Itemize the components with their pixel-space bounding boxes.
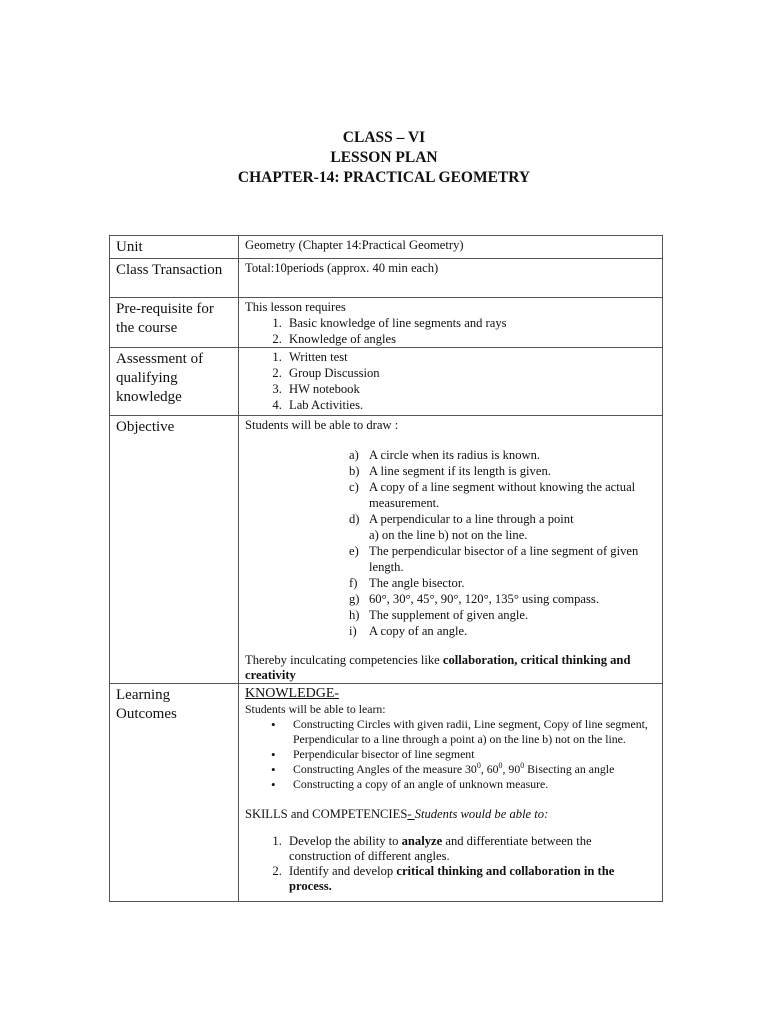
skill-text: Develop the ability to (289, 834, 402, 848)
list-marker: b) (349, 464, 360, 478)
list-item: 3. HW notebook (285, 381, 657, 397)
note-prefix: Thereby inculcating competencies like (245, 653, 443, 667)
list-item (349, 591, 657, 607)
document-header (0, 128, 768, 188)
list-item-text: 60°, 30°, 45°, 90°, 120°, 135° using compass. (369, 592, 599, 606)
row-label-prerequisite: Pre-requisite for the course (110, 298, 239, 348)
list-item (349, 479, 657, 511)
list-item-subtext: a) on the line b) not on the line. (369, 528, 528, 542)
list-marker: i) (349, 624, 357, 638)
skill-bold: critical thinking and collaboration in the process. (289, 864, 615, 893)
list-marker: f) (349, 576, 358, 590)
list-marker: h) (349, 608, 360, 622)
skills-dash: - (407, 807, 415, 821)
list-item (285, 864, 657, 894)
list-item (349, 623, 657, 639)
list-item (285, 834, 657, 864)
list-marker: c) (349, 480, 359, 494)
list-marker: e) (349, 544, 359, 558)
skills-intro: Students would be able to: (414, 807, 549, 821)
row-label-objective: Objective (110, 416, 239, 684)
skill-text: Identify and develop (289, 864, 397, 878)
objective-intro: Students will be able to draw : (245, 418, 399, 432)
list-item-text: The supplement of given angle. (369, 608, 529, 622)
row-learning-outcomes (110, 684, 663, 902)
prerequisite-list (245, 315, 657, 347)
row-value-unit: Geometry (Chapter 14:Practical Geometry) (239, 236, 663, 259)
angles-sep: , 90 (502, 762, 521, 776)
row-value-learning-outcomes (239, 684, 663, 902)
list-item: • Perpendicular bisector of line segment (293, 747, 657, 762)
row-value-transaction: Total:10periods (approx. 40 min each) (239, 259, 663, 298)
list-item (349, 607, 657, 623)
row-value-prerequisite (239, 298, 663, 348)
degree-sup: 0 (520, 761, 525, 771)
row-value-assessment (239, 348, 663, 416)
list-item-text: The perpendicular bisector of a line segment of given length. (369, 544, 639, 574)
list-item-text: A circle when its radius is known. (369, 448, 541, 462)
list-item: 4. Lab Activities. (285, 397, 657, 413)
row-label-transaction: Class Transaction (110, 259, 239, 298)
prerequisite-intro: This lesson requires (245, 300, 346, 314)
objective-competency-note (245, 653, 657, 683)
list-marker: a) (349, 448, 359, 462)
list-item: • Constructing Circles with given radii, Line segment, Copy of line segment, Perpendicular to a line through a point a) on the line b) not on the line. (293, 717, 657, 747)
list-item (349, 511, 657, 543)
angles-prefix: Constructing Angles of the measure 30 (293, 762, 477, 776)
skill-bold: analyze (401, 834, 443, 848)
lesson-plan-table (109, 235, 663, 902)
list-item-text: A perpendicular to a line through a point (369, 512, 574, 526)
row-unit (110, 236, 663, 259)
lesson-plan-title: LESSON PLAN (330, 149, 438, 166)
note-competencies: collaboration, critical thinking and creativity (245, 653, 631, 682)
knowledge-intro: Students will be able to learn: (245, 702, 386, 716)
list-item: 1. Basic knowledge of line segments and rays (285, 315, 657, 331)
assessment-list (245, 349, 657, 413)
list-item (349, 575, 657, 591)
row-label-learning-outcomes: Learning Outcomes (110, 684, 239, 902)
angles-suffix: Bisecting an angle (527, 762, 615, 776)
row-value-objective (239, 416, 663, 684)
list-item (349, 543, 657, 575)
row-label-unit: Unit (110, 236, 239, 259)
skills-list (245, 834, 657, 894)
skill-text: and differentiate between the construction of different angles. (289, 834, 592, 863)
list-item (349, 463, 657, 479)
chapter-title: CHAPTER-14: PRACTICAL GEOMETRY (237, 169, 531, 186)
knowledge-heading: KNOWLEDGE- (245, 686, 340, 701)
list-item (349, 447, 657, 463)
list-marker: g) (349, 592, 360, 606)
list-item-text: The angle bisector. (369, 576, 465, 590)
list-item: • Constructing a copy of an angle of unknown measure. (293, 777, 657, 792)
list-item-text: A line segment if its length is given. (369, 464, 551, 478)
list-item: 2. Group Discussion (285, 365, 657, 381)
row-objective (110, 416, 663, 684)
class-title: CLASS – VI (342, 129, 426, 146)
objective-list (245, 447, 657, 639)
row-assessment (110, 348, 663, 416)
row-prerequisite (110, 298, 663, 348)
list-item (293, 762, 657, 777)
list-marker: d) (349, 512, 360, 526)
degree-sup: 0 (476, 761, 481, 771)
list-item-text: A copy of a line segment without knowing the actual measurement. (369, 480, 636, 510)
skills-heading-line (245, 806, 657, 822)
list-item-text: A copy of an angle. (369, 624, 468, 638)
angles-sep: , 60 (480, 762, 499, 776)
knowledge-list (245, 717, 657, 792)
row-transaction (110, 259, 663, 298)
skills-heading: SKILLS and COMPETENCIES (245, 807, 408, 821)
row-label-assessment: Assessment of qualifying knowledge (110, 348, 239, 416)
list-item: 2. Knowledge of angles (285, 331, 657, 347)
degree-sup: 0 (498, 761, 503, 771)
list-item: 1. Written test (285, 349, 657, 365)
